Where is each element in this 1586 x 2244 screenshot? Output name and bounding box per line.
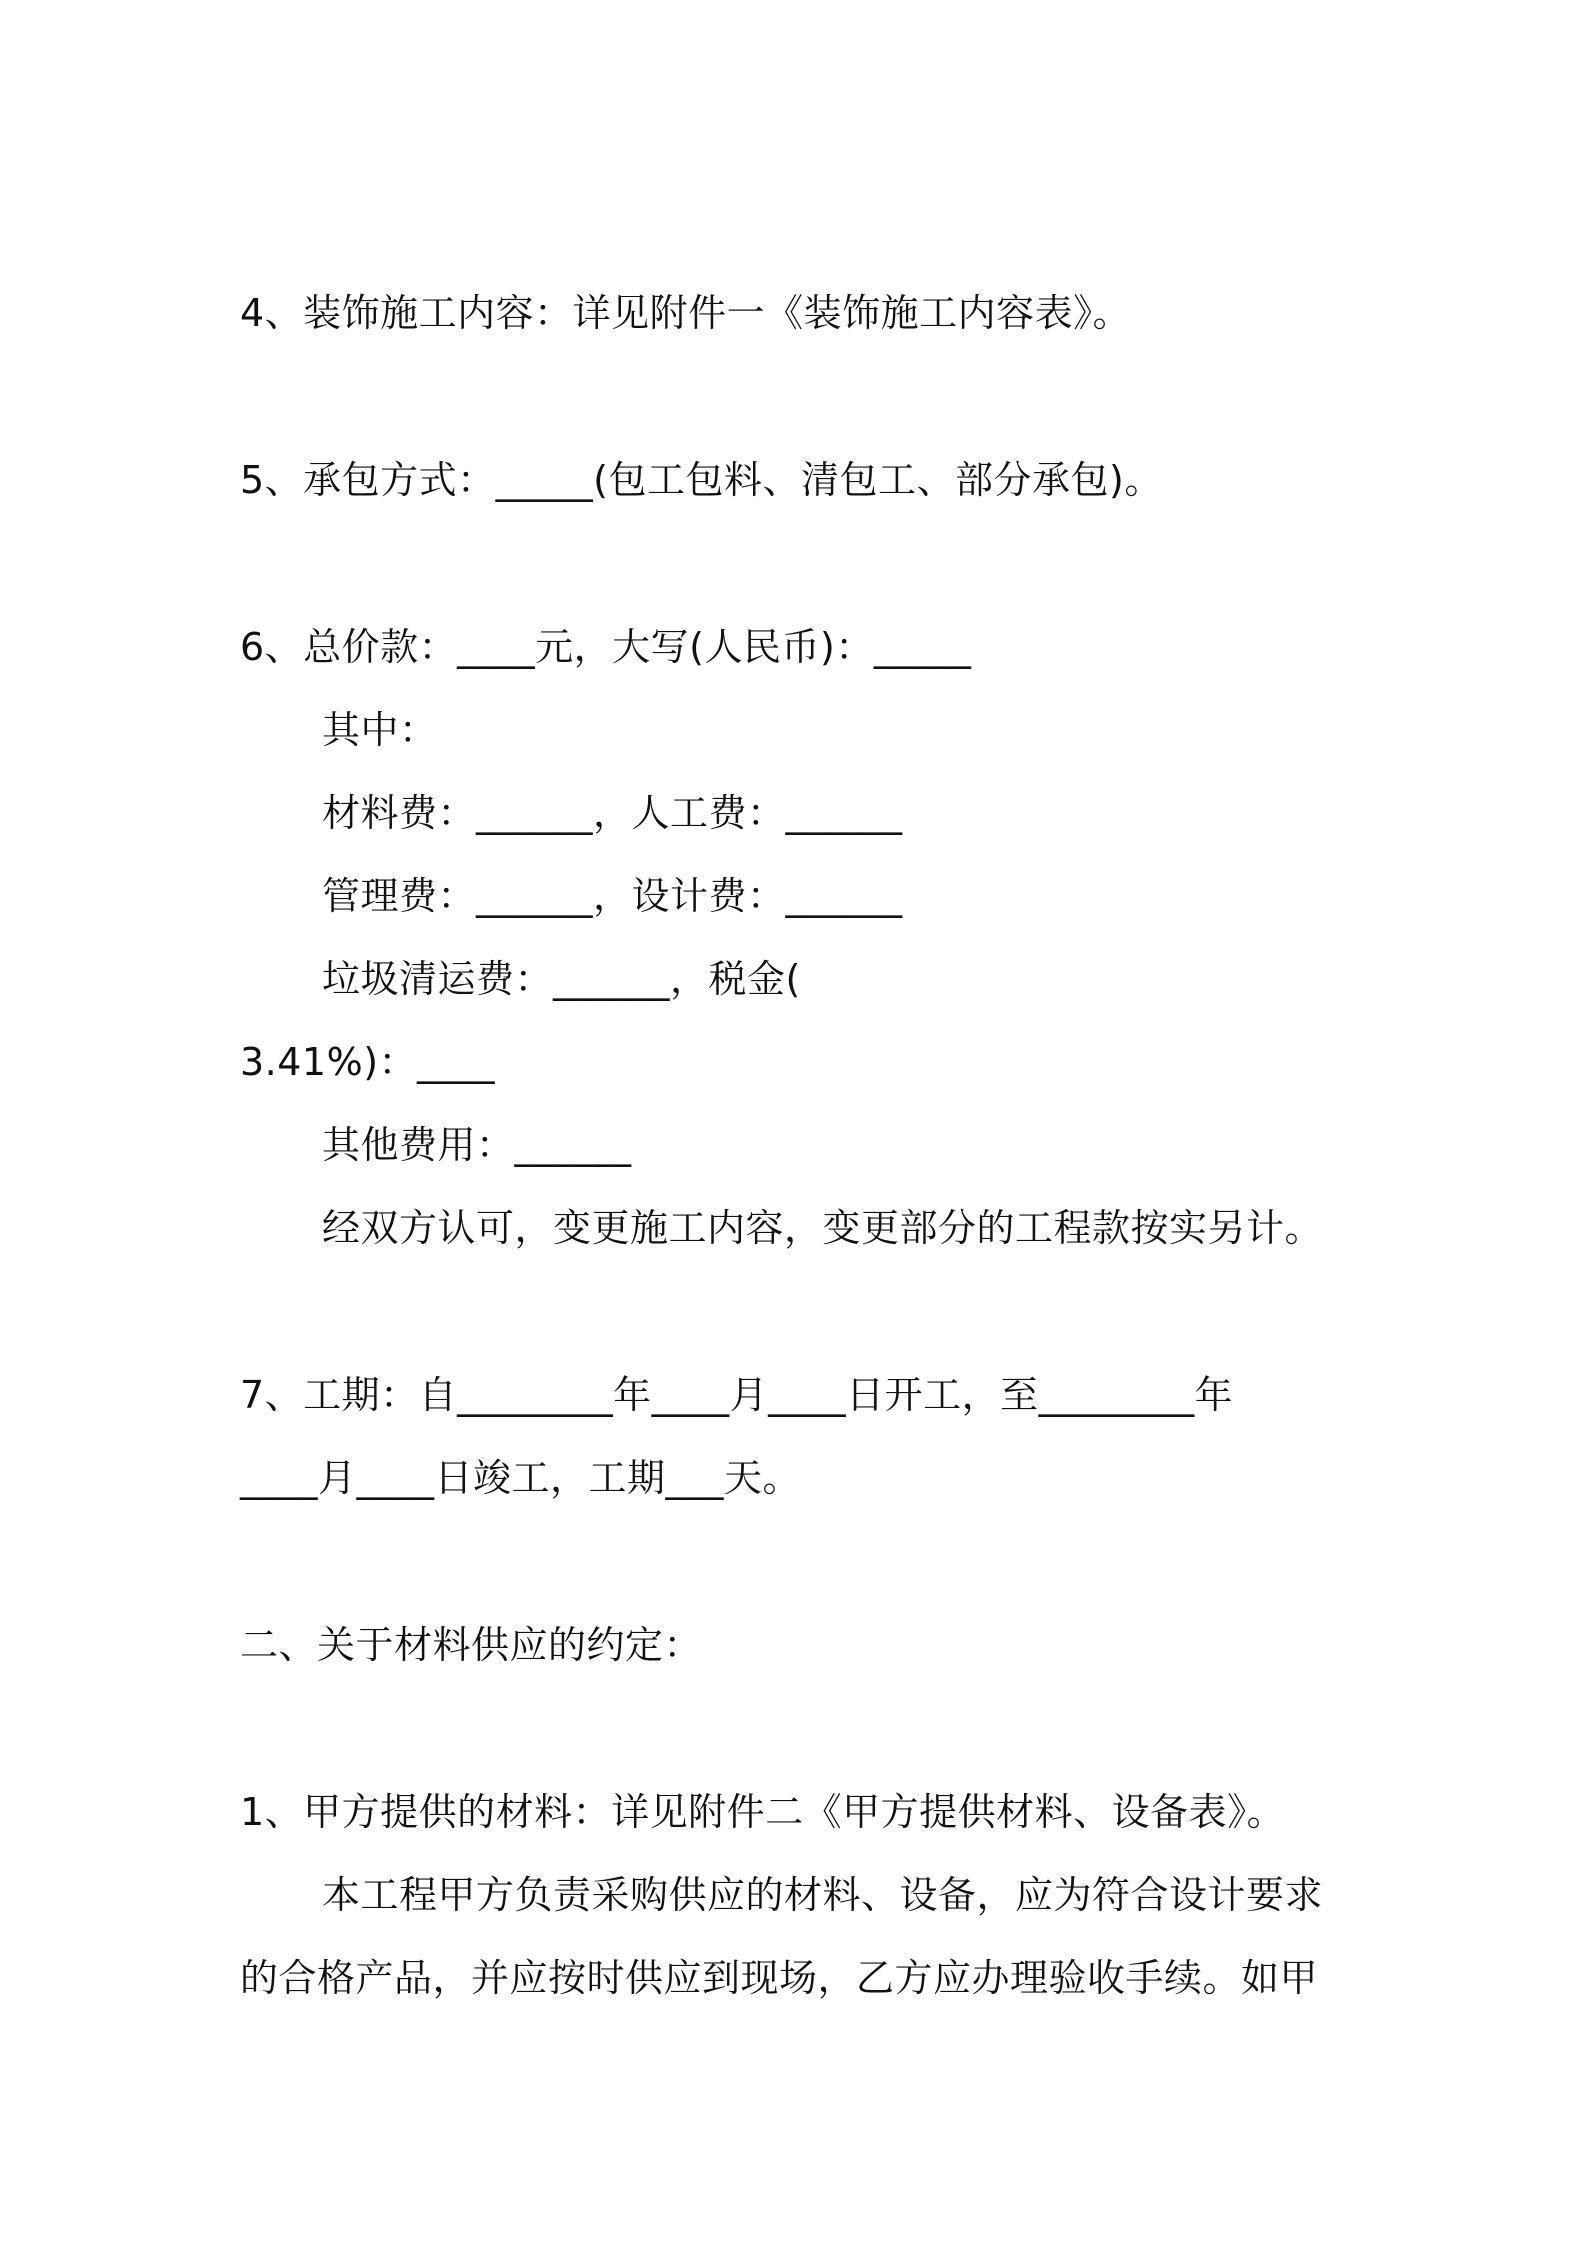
clause-5-contract-method: 5、承包方式：_____(包工包料、清包工、部分承包)。 — [240, 458, 1163, 502]
change-agreement-line: 经双方认可，变更施工内容，变更部分的工程款按实另计。 — [322, 1206, 1324, 1250]
price-breakdown-intro: 其中： — [322, 708, 438, 752]
clause-1-owner-materials: 1、甲方提供的材料：详见附件二《甲方提供材料、设备表》。 — [240, 1790, 1286, 1834]
materials-paragraph-line-2: 的合格产品，并应按时供应到现场，乙方应办理验收手续。如甲 — [240, 1956, 1319, 2000]
management-design-fee-line: 管理费：______，设计费：______ — [322, 874, 903, 918]
other-fees-line: 其他费用：______ — [322, 1123, 632, 1167]
clause-7-schedule-end: ____月____日竣工，工期___天。 — [240, 1456, 802, 1500]
section-2-heading: 二、关于材料供应的约定： — [240, 1623, 703, 1667]
materials-paragraph-line-1: 本工程甲方负责采购供应的材料、设备，应为符合设计要求 — [322, 1873, 1324, 1917]
clause-4-decoration-content: 4、装饰施工内容：详见附件一《装饰施工内容表》。 — [240, 291, 1132, 335]
tax-rate-line: 3.41%)：____ — [240, 1040, 496, 1084]
waste-removal-tax-line: 垃圾清运费：______，税金( — [322, 957, 801, 1001]
clause-7-schedule-start: 7、工期：自________年____月____日开工，至________年 — [240, 1373, 1234, 1417]
clause-6-total-price: 6、总价款：____元，大写(人民币)：_____ — [240, 625, 972, 669]
material-labor-fee-line: 材料费：______，人工费：______ — [322, 791, 903, 835]
